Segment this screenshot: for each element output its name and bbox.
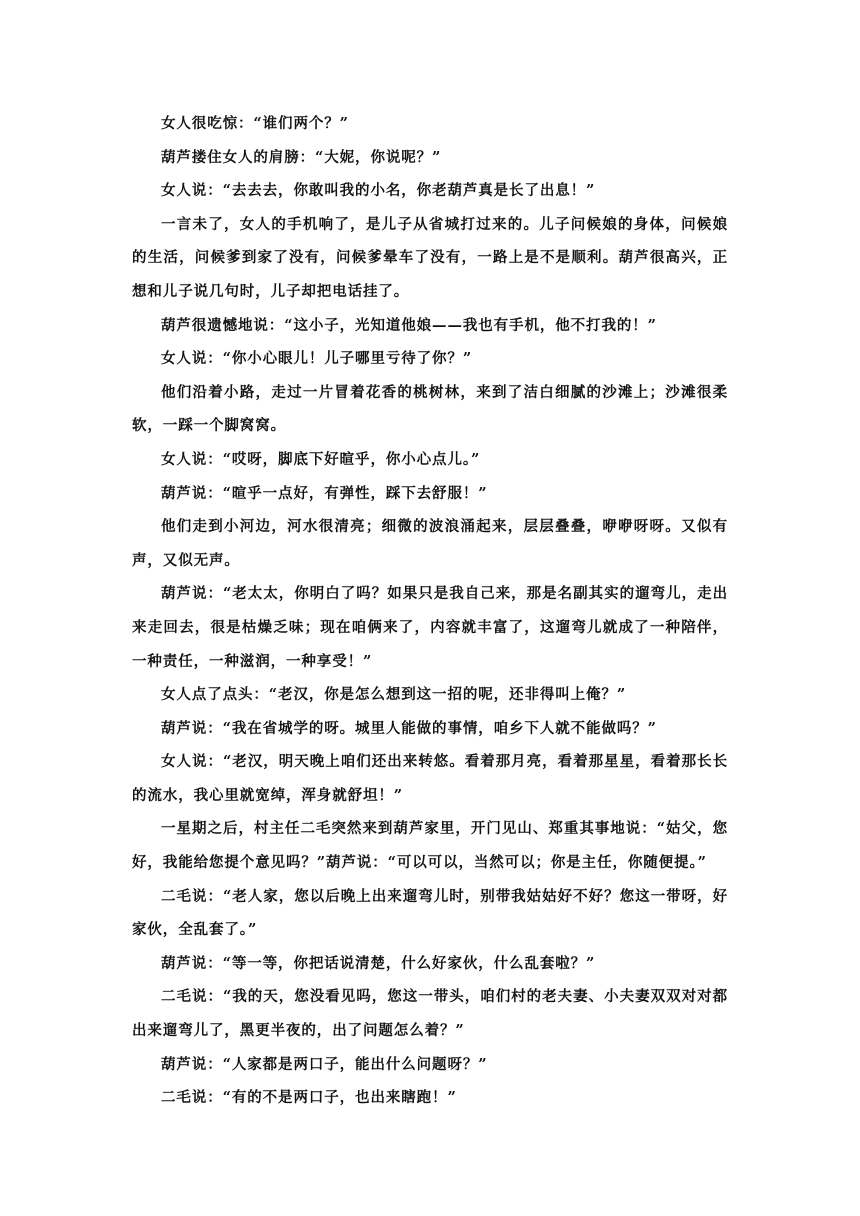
paragraph: 女人说：“去去去，你敢叫我的小名，你老葫芦真是长了出息！” <box>161 182 596 200</box>
paragraph: 葫芦说：“老太太，你明白了吗？如果只是我自己来，那是名副其实的遛弯儿，走出来走回去，很是枯燥乏味；现在咱俩来了，内容就丰富了，这遛弯儿就成了一种陪伴，一种责任，一种滋润，一种享受！” <box>132 585 728 670</box>
paragraph: 女人点了点头：“老汉，你是怎么想到这一招的呢，还非得叫上俺？” <box>161 686 627 704</box>
paragraph: 葫芦搂住女人的肩膀：“大妮，你说呢？” <box>161 148 442 166</box>
paragraph: 一言未了，女人的手机响了，是儿子从省城打过来的。儿子问候娘的身体，问候娘的生活，问候爹到家了没有，问候爹晕车了没有，一路上是不是顺利。葫芦很高兴，正想和儿子说几句时，儿子却把电话挂了。 <box>132 215 728 300</box>
paragraph: 女人很吃惊：“谁们两个？” <box>161 115 349 132</box>
paragraph: 二毛说：“老人家，您以后晚上出来遛弯儿时，别带我姑姑好不好？您这一带呀，好家伙，全乱套了。” <box>132 887 728 939</box>
story-text <box>132 107 728 1115</box>
paragraph: 葫芦说：“人家都是两口子，能出什么问题呀？” <box>161 1055 488 1073</box>
paragraph: 女人说：“你小心眼儿！儿子哪里亏待了你？” <box>161 350 473 368</box>
paragraph: 他们沿着小路，走过一片冒着花香的桃树林，来到了洁白细腻的沙滩上；沙滩很柔软，一踩一个脚窝窝。 <box>132 383 728 435</box>
paragraph: 他们走到小河边，河水很清亮；细微的波浪涌起来，层层叠叠，咿咿呀呀。又似有声，又似无声。 <box>132 518 728 569</box>
paragraph: 二毛说：“我的天，您没看见吗，您这一带头，咱们村的老夫妻、小夫妻双双对对都出来遛弯儿了，黑更半夜的，出了问题怎么着？” <box>132 988 728 1040</box>
paragraph: 葫芦说：“等一等，你把话说清楚，什么好家伙，什么乱套啦？” <box>161 954 596 972</box>
paragraph: 葫芦说：“我在省城学的呀。城里人能做的事情，咱乡下人就不能做吗？” <box>161 719 657 737</box>
paragraph: 女人说：“哎呀，脚底下好暄乎，你小心点儿。” <box>161 450 481 468</box>
paragraph: 葫芦很遗憾地说：“这小子，光知道他娘——我也有手机，他不打我的！” <box>161 316 657 334</box>
paragraph: 二毛说：“有的不是两口子，也出来瞎跑！” <box>161 1089 457 1107</box>
paragraph: 一星期之后，村主任二毛突然来到葫芦家里，开门见山、郑重其事地说：“姑父，您好，我能给您提个意见吗？”葫芦说：“可以可以，当然可以；你是主任，你随便提。” <box>132 820 728 872</box>
paragraph: 葫芦说：“暄乎一点好，有弹性，踩下去舒服！” <box>161 484 488 502</box>
paragraph: 女人说：“老汉，明天晚上咱们还出来转悠。看着那月亮，看着那星星，看着那长长的流水，我心里就宽绰，浑身就舒坦！” <box>132 753 728 804</box>
